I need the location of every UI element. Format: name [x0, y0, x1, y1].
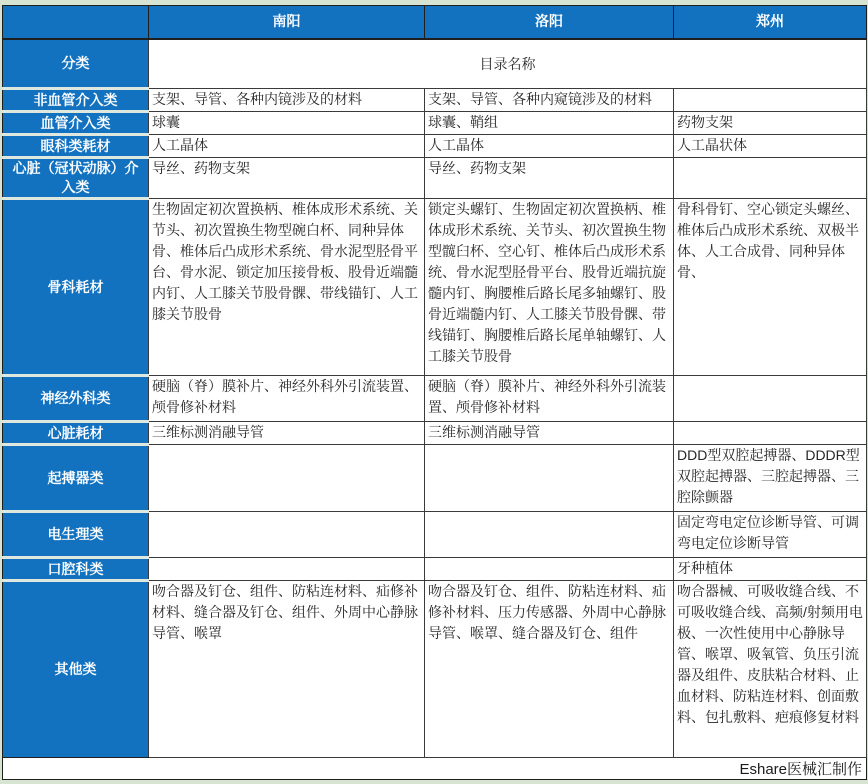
cell-vascular-nanyang: 球囊 — [149, 112, 425, 135]
table-row-orthopedic — [3, 199, 867, 376]
cell-pacemaker-nanyang — [149, 445, 425, 512]
row-label-electrophysiology: 电生理类 — [3, 512, 149, 558]
cell-pacemaker-luoyang — [425, 445, 674, 512]
cell-ophthalmic-zhengzhou: 人工晶状体 — [674, 135, 867, 158]
cell-vascular-luoyang: 球囊、鞘组 — [425, 112, 674, 135]
cell-vascular-zhengzhou: 药物支架 — [674, 112, 867, 135]
table-row-neurosurgery — [3, 376, 867, 422]
row-label-dental: 口腔科类 — [3, 558, 149, 581]
cell-electrophysiology-zhengzhou: 固定弯电定位诊断导管、可调弯电定位诊断导管 — [674, 512, 867, 558]
cell-neurosurgery-luoyang: 硬脑（脊）膜补片、神经外科外引流装置、颅骨修补材料 — [425, 376, 674, 422]
row-label-category: 分类 — [3, 39, 149, 89]
cell-coronary-luoyang: 导丝、药物支架 — [425, 158, 674, 199]
row-label-non-vascular-intervention: 非血管介入类 — [3, 89, 149, 112]
cell-pacemaker-zhengzhou: DDD型双腔起搏器、DDDR型双腔起搏器、三腔起搏器、三腔除颤器 — [674, 445, 867, 512]
cell-cardiac-nanyang: 三维标测消融导管 — [149, 422, 425, 445]
medical-consumables-catalog-table — [2, 5, 867, 780]
column-header-zhengzhou: 郑州 — [674, 6, 867, 39]
cell-orthopedic-zhengzhou: 骨科骨钉、空心锁定头螺丝、椎体后凸成形术系统、双极半体、人工合成骨、同种异体骨、 — [674, 199, 867, 376]
cell-coronary-nanyang: 导丝、药物支架 — [149, 158, 425, 199]
cell-orthopedic-luoyang: 锁定头螺钉、生物固定初次置换柄、椎体成形术系统、关节头、初次置换生物型髋臼杯、空心钉、椎体后凸成形术系统、骨水泥型胫骨平台、股骨近端抗旋髓内钉、胸腰椎后路长尾多轴螺钉、股骨近端髓内钉、人工膝关节股骨髁、带线锚钉、胸腰椎后路长尾单轴螺钉、人工膝关节股骨 — [425, 199, 674, 376]
corner-header-cell — [3, 6, 149, 39]
cell-neurosurgery-nanyang: 硬脑（脊）膜补片、神经外科外引流装置、颅骨修补材料 — [149, 376, 425, 422]
catalog-name-cell: 目录名称 — [149, 39, 867, 89]
cell-electrophysiology-nanyang — [149, 512, 425, 558]
cell-cardiac-luoyang: 三维标测消融导管 — [425, 422, 674, 445]
cell-dental-luoyang — [425, 558, 674, 581]
city-header-row — [3, 6, 867, 39]
cell-ophthalmic-nanyang: 人工晶体 — [149, 135, 425, 158]
row-label-cardiac: 心脏耗材 — [3, 422, 149, 445]
footer-row — [3, 758, 867, 780]
table-row-other — [3, 581, 867, 758]
table-row-cardiac — [3, 422, 867, 445]
row-label-other: 其他类 — [3, 581, 149, 758]
row-label-ophthalmic: 眼科类耗材 — [3, 135, 149, 158]
cell-cardiac-zhengzhou — [674, 422, 867, 445]
row-label-pacemaker: 起搏器类 — [3, 445, 149, 512]
row-label-neurosurgery: 神经外科类 — [3, 376, 149, 422]
cell-other-zhengzhou: 吻合器械、可吸收缝合线、不可吸收缝合线、高频/射频用电极、一次性使用中心静脉导管、喉罩、吸氧管、负压引流器及组件、皮肤粘合材料、止血材料、防粘连材料、创面敷料、包扎敷料、疤痕修复材料 — [674, 581, 867, 758]
column-header-nanyang: 南阳 — [149, 6, 425, 39]
cell-other-nanyang: 吻合器及钉仓、组件、防粘连材料、疝修补材料、缝合器及钉仓、组件、外周中心静脉导管、喉罩 — [149, 581, 425, 758]
cell-non-vascular-zhengzhou — [674, 89, 867, 112]
row-label-coronary-intervention: 心脏（冠状动脉）介入类 — [3, 158, 149, 199]
cell-orthopedic-nanyang: 生物固定初次置换柄、椎体成形术系统、关节头、初次置换生物型碗白杯、同种异体骨、椎体后凸成形术系统、骨水泥型胫骨平台、骨水泥、锁定加压接骨板、股骨近端髓内钉、人工膝关节股骨髁、带线锚钉、人工膝关节股骨 — [149, 199, 425, 376]
table-row-dental — [3, 558, 867, 581]
catalog-name-row — [3, 39, 867, 89]
footer-credit: Eshare医械汇制作 — [3, 758, 867, 780]
table-row-non-vascular-intervention — [3, 89, 867, 112]
table-row-coronary-intervention — [3, 158, 867, 199]
cell-non-vascular-nanyang: 支架、导管、各种内镜涉及的材料 — [149, 89, 425, 112]
cell-electrophysiology-luoyang — [425, 512, 674, 558]
column-header-luoyang: 洛阳 — [425, 6, 674, 39]
cell-dental-nanyang — [149, 558, 425, 581]
cell-non-vascular-luoyang: 支架、导管、各种内窥镜涉及的材料 — [425, 89, 674, 112]
cell-dental-zhengzhou: 牙种植体 — [674, 558, 867, 581]
cell-ophthalmic-luoyang: 人工晶体 — [425, 135, 674, 158]
table-row-pacemaker — [3, 445, 867, 512]
cell-coronary-zhengzhou — [674, 158, 867, 199]
row-label-orthopedic: 骨科耗材 — [3, 199, 149, 376]
row-label-vascular-intervention: 血管介入类 — [3, 112, 149, 135]
cell-other-luoyang: 吻合器及钉仓、组件、防粘连材料、疝修补材料、压力传感器、外周中心静脉导管、喉罩、缝合器及钉仓、组件 — [425, 581, 674, 758]
table-row-vascular-intervention — [3, 112, 867, 135]
cell-neurosurgery-zhengzhou — [674, 376, 867, 422]
table-row-electrophysiology — [3, 512, 867, 558]
table-row-ophthalmic — [3, 135, 867, 158]
